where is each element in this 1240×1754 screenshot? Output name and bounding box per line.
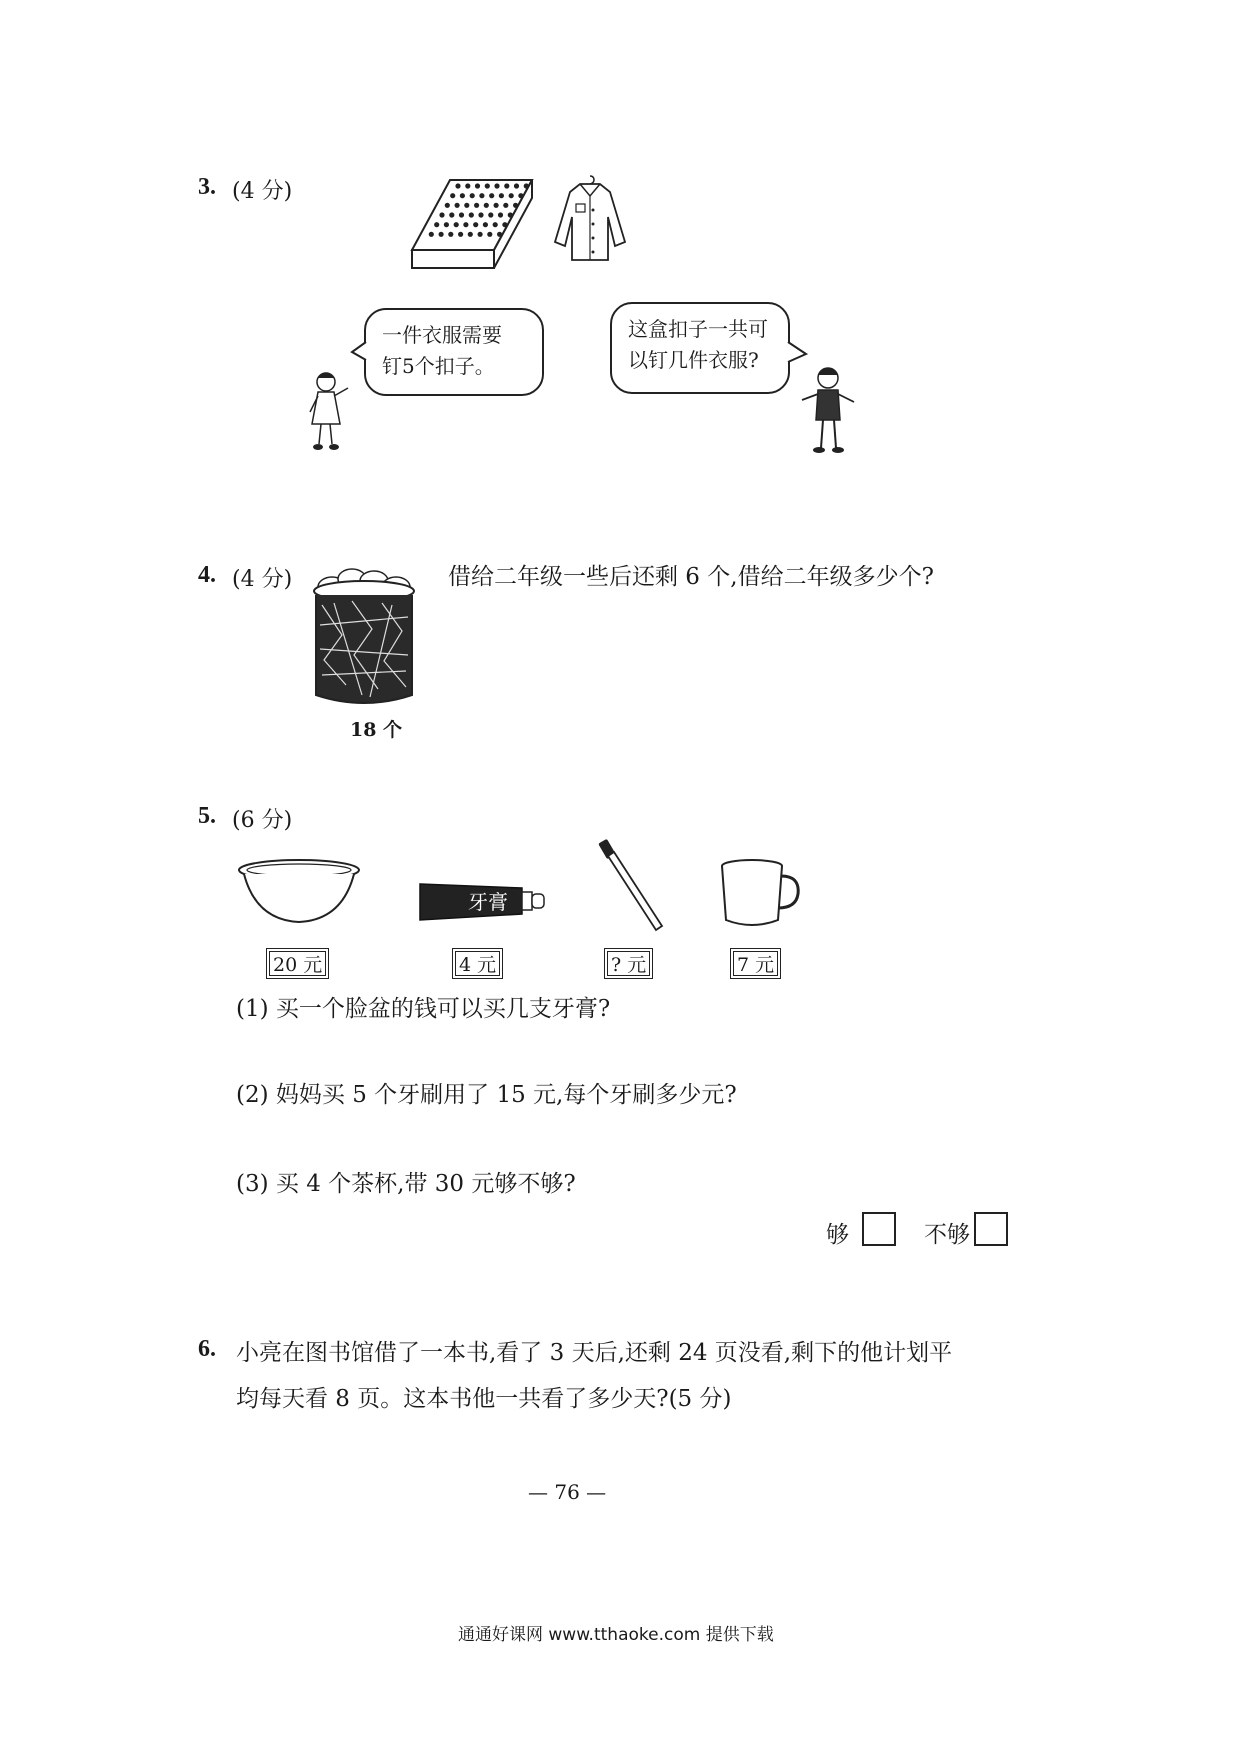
speech-bubble-right <box>610 302 790 394</box>
option-enough-label: 够 <box>826 1222 849 1248</box>
q4-number: 4. <box>198 562 216 588</box>
bubble-right-line1: 这盒扣子一共可 <box>628 317 768 341</box>
q4-question-text: 借给二年级一些后还剩 6 个,借给二年级多少个? <box>448 564 934 590</box>
option-not-enough-checkbox[interactable] <box>974 1212 1008 1246</box>
bubble-left-line2: 钉5个扣子。 <box>382 354 495 378</box>
price-washbasin: 20 元 <box>266 948 329 979</box>
q6-line2: 均每天看 8 页。这本书他一共看了多少天?(5 分) <box>236 1386 732 1412</box>
price-toothpaste: 4 元 <box>452 948 503 979</box>
option-not-enough-label: 不够 <box>924 1222 970 1248</box>
bubble-right-tail <box>784 340 808 366</box>
toothpaste-label: 牙膏 <box>468 890 508 914</box>
girl-figure <box>304 368 354 452</box>
bubble-left-line1: 一件衣服需要 <box>382 323 502 347</box>
q5-sub2-text: (2) 妈妈买 5 个牙刷用了 15 元,每个牙刷多少元? <box>236 1082 737 1108</box>
price-toothbrush: ? 元 <box>604 948 653 979</box>
q3-points: (4 分) <box>232 179 293 204</box>
q5-sub1-text: (1) 买一个脸盆的钱可以买几支牙膏? <box>236 996 611 1022</box>
q5-points: (6 分) <box>232 808 293 833</box>
q6-number: 6. <box>198 1336 216 1362</box>
option-enough-checkbox[interactable] <box>862 1212 896 1246</box>
shirt-image <box>550 172 630 262</box>
bubble-left-tail <box>350 340 370 364</box>
speech-bubble-left <box>364 308 544 396</box>
q4-points: (4 分) <box>232 567 293 592</box>
washbasin-image <box>236 858 362 926</box>
toothbrush-image <box>596 838 666 936</box>
basket-count-label: 18 个 <box>350 719 403 741</box>
price-cup: 7 元 <box>730 948 781 979</box>
q5-number: 5. <box>198 803 216 829</box>
button-box-image <box>410 172 535 272</box>
q5-sub3-text: (3) 买 4 个茶杯,带 30 元够不够? <box>236 1171 576 1197</box>
page-number: — 76 — <box>528 1480 607 1504</box>
bubble-right-line2: 以钉几件衣服? <box>628 348 759 372</box>
q6-line1: 小亮在图书馆借了一本书,看了 3 天后,还剩 24 页没看,剩下的他计划平 <box>236 1340 953 1366</box>
basket-image <box>312 565 422 710</box>
cup-image <box>718 858 802 930</box>
boy-figure <box>796 364 860 456</box>
q3-number: 3. <box>198 174 216 200</box>
footer-site-text: 通通好课网 www.tthaoke.com 提供下载 <box>458 1625 774 1645</box>
